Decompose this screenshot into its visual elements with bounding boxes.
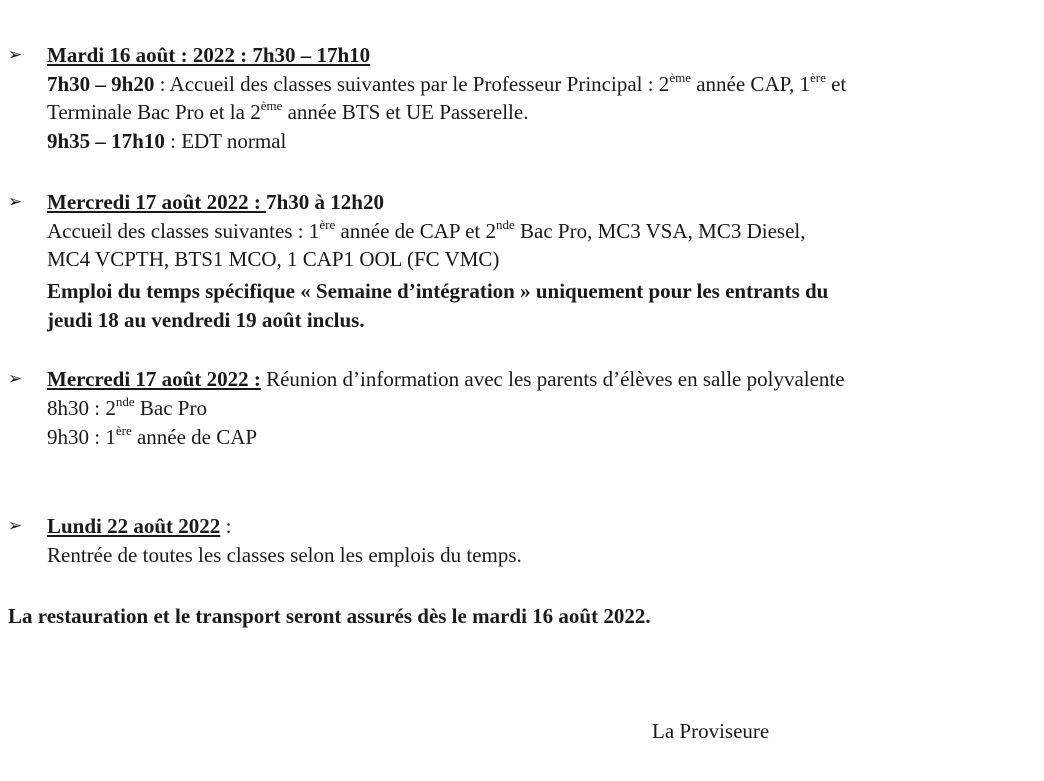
footer-note: La restauration et le transport seront assurés dès le mardi 16 août 2022. <box>8 604 651 628</box>
section-3-heading: Mercredi 17 août 2022 : Réunion d’information avec les parents d’élèves en salle polyvalente <box>47 367 845 391</box>
section-3-line-1: 8h30 : 2nde Bac Pro <box>47 394 207 420</box>
section-4-heading: Lundi 22 août 2022 : <box>47 514 232 538</box>
section-1-heading: Mardi 16 août : 2022 : 7h30 – 17h10 <box>47 43 371 67</box>
section-2-line-1: Accueil des classes suivantes : 1ère année de CAP et 2nde Bac Pro, MC3 VSA, MC3 Diesel, <box>47 217 806 243</box>
section-4-line-1: Rentrée de toutes les classes selon les emplois du temps. <box>47 543 522 567</box>
section-1-line-2: Terminale Bac Pro et la 2ème année BTS et UE Passerelle. <box>47 98 529 124</box>
section-2-line-2: MC4 VCPTH, BTS1 MCO, 1 CAP1 OOL (FC VMC) <box>47 247 500 271</box>
section-2-line-3: Emploi du temps spécifique « Semaine d’intégration » uniquement pour les entrants du <box>47 279 829 303</box>
section-1-line-1: 7h30 – 9h20 : Accueil des classes suivantes par le Professeur Principal : 2ème année CAP, 1ère et <box>47 70 847 96</box>
section-2-heading: Mercredi 17 août 2022 : 7h30 à 12h20 <box>47 190 384 214</box>
signature: La Proviseure <box>652 719 770 743</box>
section-1-line-3: 9h35 – 17h10 : EDT normal <box>47 129 287 153</box>
bullet-arrow-icon: ➢ <box>8 369 23 389</box>
bullet-arrow-icon: ➢ <box>8 192 23 212</box>
section-3-line-2: 9h30 : 1ère année de CAP <box>47 423 258 449</box>
bullet-arrow-icon: ➢ <box>8 45 23 65</box>
bullet-arrow-icon: ➢ <box>8 516 23 536</box>
section-2-line-4: jeudi 18 au vendredi 19 août inclus. <box>47 308 365 332</box>
